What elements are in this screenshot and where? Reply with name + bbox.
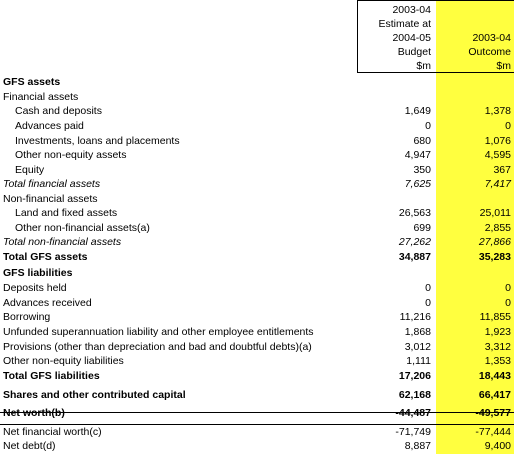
row-label: Net debt(d): [3, 440, 56, 452]
table-row: [0, 206, 514, 221]
table-row: [0, 119, 514, 134]
table-row: [0, 310, 514, 325]
row-label: Total GFS liabilities: [3, 370, 100, 382]
outcome-header-line: $m: [496, 60, 511, 72]
table-row: [0, 439, 514, 454]
row-label: Unfunded superannuation liability and other employee entitlements: [3, 326, 314, 338]
table-row: [0, 340, 514, 355]
table-row: [0, 406, 514, 421]
outcome-value: 1,923: [484, 326, 511, 338]
outcome-value: 66,417: [478, 389, 511, 401]
table-row: [0, 388, 514, 403]
outcome-header-line: 2003-04: [472, 32, 511, 44]
table-row: [0, 266, 514, 281]
outcome-value: 0: [505, 297, 511, 309]
budget-estimate-value: 34,887: [398, 251, 431, 263]
header-column-divider: [357, 0, 358, 73]
row-label: Advances paid: [15, 120, 84, 132]
budget-estimate-value: 4,947: [404, 149, 431, 161]
table-row: [0, 425, 514, 440]
row-label: Other non-financial assets(a): [15, 222, 150, 234]
row-label: Financial assets: [3, 91, 79, 103]
outcome-value: 7,417: [484, 178, 511, 190]
row-label: Borrowing: [3, 311, 51, 323]
budget-estimate-value: 1,649: [404, 105, 431, 117]
budget-estimate-value: 17,206: [398, 370, 431, 382]
row-label: GFS assets: [3, 76, 61, 88]
table-row: [0, 221, 514, 236]
budget-header-line: 2004-05: [392, 32, 431, 44]
budget-estimate-value: 0: [425, 282, 431, 294]
budget-estimate-value: 350: [413, 164, 431, 176]
outcome-value: 9,400: [484, 440, 511, 452]
outcome-value: 2,855: [484, 222, 511, 234]
table-row: [0, 296, 514, 311]
outcome-value: 1,076: [484, 135, 511, 147]
row-label: Advances received: [3, 297, 92, 309]
budget-header-line: Budget: [397, 46, 431, 58]
outcome-value: 1,378: [484, 105, 511, 117]
budget-estimate-value: 699: [413, 222, 431, 234]
table-row: [0, 134, 514, 149]
budget-header-line: $m: [416, 60, 431, 72]
outcome-value: 18,443: [478, 370, 511, 382]
outcome-header-line: Outcome: [468, 46, 511, 58]
row-label: Equity: [15, 164, 45, 176]
row-label: Net financial worth(c): [3, 426, 102, 438]
row-label: Provisions (other than depreciation and bad and doubtful debts)(a): [3, 341, 312, 353]
outcome-value: 25,011: [479, 207, 511, 219]
table-row: [0, 148, 514, 163]
budget-estimate-value: 27,262: [398, 236, 431, 248]
budget-estimate-value: 680: [413, 135, 431, 147]
table-row: [0, 163, 514, 178]
budget-estimate-value: 8,887: [404, 440, 431, 452]
budget-estimate-value: 7,625: [404, 178, 431, 190]
budget-estimate-value: 0: [425, 297, 431, 309]
row-label: Total financial assets: [3, 178, 101, 190]
table-row: [0, 250, 514, 265]
outcome-value: -49,577: [475, 407, 511, 419]
row-label: Investments, loans and placements: [15, 135, 180, 147]
table-row: [0, 192, 514, 207]
row-label: Total GFS assets: [3, 251, 88, 263]
header-bottom-rule: [357, 72, 514, 73]
outcome-value: 1,353: [484, 355, 511, 367]
outcome-value: 0: [505, 282, 511, 294]
table-row: [0, 281, 514, 296]
budget-estimate-value: 0: [425, 120, 431, 132]
outcome-value: 3,312: [484, 341, 511, 353]
row-label: Net worth(b): [3, 407, 65, 419]
budget-estimate-value: 11,216: [399, 311, 431, 323]
budget-estimate-value: 3,012: [404, 341, 431, 353]
net-worth-top-rule: [0, 412, 514, 413]
table-row: [0, 369, 514, 384]
header-top-rule: [357, 0, 514, 1]
table-row: [0, 354, 514, 369]
outcome-value: 27,866: [478, 236, 511, 248]
budget-header-line: Estimate at: [378, 18, 431, 30]
row-label: GFS liabilities: [3, 267, 73, 279]
outcome-value: 367: [493, 164, 511, 176]
outcome-value: 0: [505, 120, 511, 132]
row-label: Cash and deposits: [15, 105, 102, 117]
outcome-value: -77,444: [475, 426, 511, 438]
outcome-value: 11,855: [479, 311, 511, 323]
row-label: Other non-equity liabilities: [3, 355, 124, 367]
row-label: Shares and other contributed capital: [3, 389, 186, 401]
table-row: [0, 104, 514, 119]
table-row: [0, 177, 514, 192]
budget-estimate-value: 1,868: [404, 326, 431, 338]
row-label: Deposits held: [3, 282, 67, 294]
table-row: [0, 90, 514, 105]
row-label: Land and fixed assets: [15, 207, 118, 219]
outcome-value: 35,283: [478, 251, 511, 263]
row-label: Total non-financial assets: [3, 236, 122, 248]
budget-column-header: [378, 3, 431, 73]
table-row: [0, 235, 514, 250]
table-row: [0, 75, 514, 90]
table-row: [0, 325, 514, 340]
outcome-column-header: [468, 3, 511, 73]
budget-estimate-value: -71,749: [395, 426, 431, 438]
net-worth-bottom-rule: [0, 424, 514, 425]
budget-estimate-value: -44,487: [395, 407, 431, 419]
budget-estimate-value: 26,563: [398, 207, 431, 219]
row-label: Other non-equity assets: [15, 149, 127, 161]
budget-estimate-value: 62,168: [398, 389, 431, 401]
outcome-value: 4,595: [484, 149, 511, 161]
budget-header-line: 2003-04: [392, 4, 431, 16]
row-label: Non-financial assets: [3, 193, 98, 205]
budget-estimate-value: 1,111: [406, 355, 431, 367]
